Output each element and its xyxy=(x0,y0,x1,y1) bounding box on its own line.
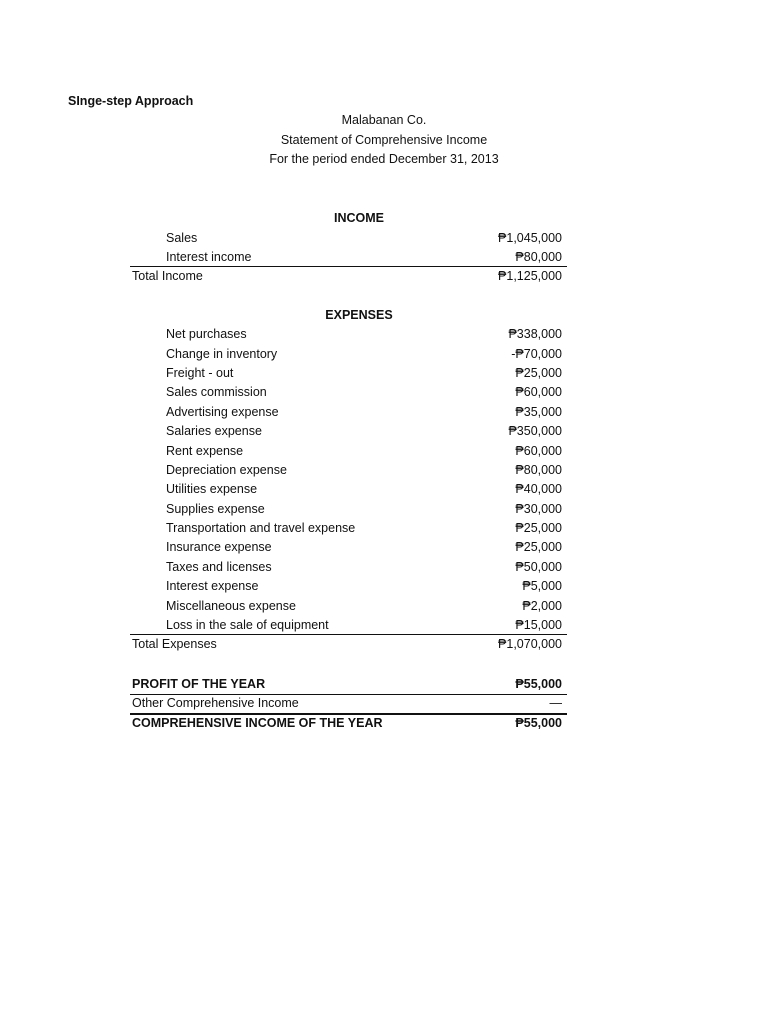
total-expenses-value: ₱1,070,000 xyxy=(498,637,562,651)
income-item-label: Sales xyxy=(166,231,198,245)
expense-item-label: Rent expense xyxy=(166,444,244,458)
expense-item-label: Insurance expense xyxy=(166,540,272,554)
total-expenses-label: Total Expenses xyxy=(132,637,217,651)
expense-item-value: ₱50,000 xyxy=(515,560,562,574)
expense-item-label: Net purchases xyxy=(166,327,247,341)
income-header: INCOME xyxy=(334,211,384,225)
expense-item-value: -₱70,000 xyxy=(511,347,562,361)
expense-item-value: ₱338,000 xyxy=(508,327,562,341)
statement-period: For the period ended December 31, 2013 xyxy=(269,152,499,166)
expense-item-label: Transportation and travel expense xyxy=(166,521,356,535)
oci-value: — xyxy=(549,696,562,710)
expense-item-label: Change in inventory xyxy=(166,347,278,361)
profit-label: PROFIT OF THE YEAR xyxy=(132,677,266,691)
total-income-value: ₱1,125,000 xyxy=(498,269,562,283)
expense-item-label: Interest expense xyxy=(166,579,259,593)
expenses-header: EXPENSES xyxy=(325,308,393,322)
oci-label: Other Comprehensive Income xyxy=(132,696,299,710)
expense-item-value: ₱25,000 xyxy=(515,540,562,554)
expense-item-label: Miscellaneous expense xyxy=(166,599,296,613)
expense-item-value: ₱60,000 xyxy=(515,385,562,399)
expense-item-value: ₱60,000 xyxy=(515,444,562,458)
income-item-value: ₱1,045,000 xyxy=(498,231,562,245)
expense-item-label: Taxes and licenses xyxy=(166,560,272,574)
expense-item-value: ₱5,000 xyxy=(522,579,562,593)
expense-item-value: ₱35,000 xyxy=(515,405,562,419)
expense-item-label: Advertising expense xyxy=(166,405,279,419)
income-item-value: ₱80,000 xyxy=(515,250,562,264)
comprehensive-income-label: COMPREHENSIVE INCOME OF THE YEAR xyxy=(132,716,383,730)
expense-item-label: Depreciation expense xyxy=(166,463,287,477)
expense-item-value: ₱2,000 xyxy=(522,599,562,613)
expense-item-label: Supplies expense xyxy=(166,502,265,516)
expense-item-value: ₱80,000 xyxy=(515,463,562,477)
comprehensive-income-value: ₱55,000 xyxy=(515,716,562,730)
expense-item-label: Utilities expense xyxy=(166,482,258,496)
divider-line xyxy=(130,634,567,635)
profit-value: ₱55,000 xyxy=(515,677,562,691)
expense-item-value: ₱15,000 xyxy=(515,618,562,632)
company-name: Malabanan Co. xyxy=(341,113,427,127)
expense-item-label: Sales commission xyxy=(166,385,267,399)
expense-item-value: ₱25,000 xyxy=(515,366,562,380)
expense-item-value: ₱350,000 xyxy=(508,424,562,438)
total-income-label: Total Income xyxy=(132,269,203,283)
expense-item-label: Loss in the sale of equipment xyxy=(166,618,329,632)
divider-line xyxy=(130,266,567,267)
statement-title: Statement of Comprehensive Income xyxy=(280,133,488,147)
approach-label: SInge-step Approach xyxy=(68,94,194,108)
expense-item-value: ₱40,000 xyxy=(515,482,562,496)
expense-item-value: ₱30,000 xyxy=(515,502,562,516)
expense-item-label: Salaries expense xyxy=(166,424,262,438)
income-item-label: Interest income xyxy=(166,250,252,264)
expense-item-value: ₱25,000 xyxy=(515,521,562,535)
expense-item-label: Freight - out xyxy=(166,366,234,380)
